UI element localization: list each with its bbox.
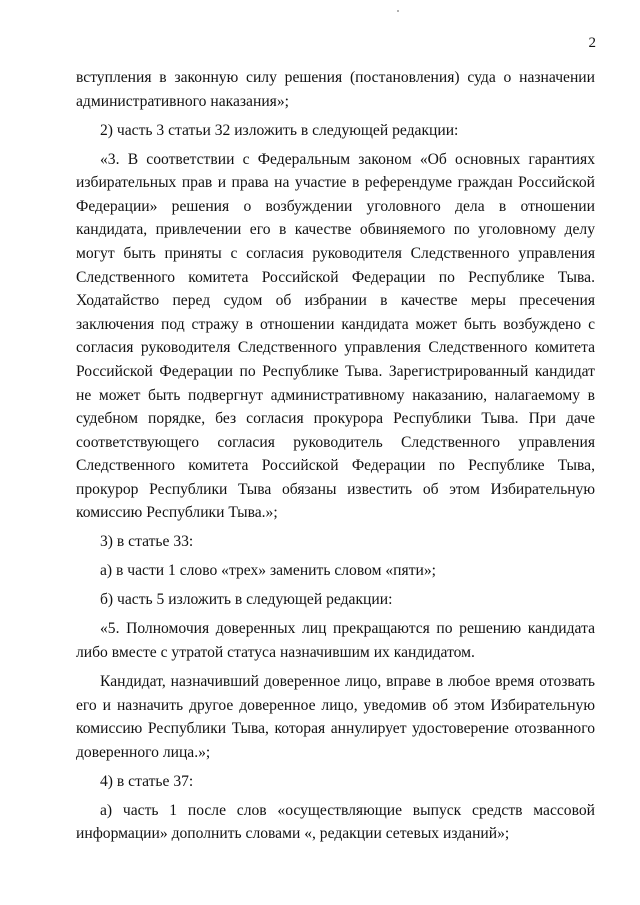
page-number: 2	[588, 35, 596, 51]
paragraph-item-3: 3) в статье 33:	[100, 533, 194, 551]
paragraph-item-2: 2) часть 3 статьи 32 изложить в следующей редакции:	[100, 121, 459, 139]
scan-artifact-dot	[397, 10, 399, 12]
paragraph-item-4: 4) в статье 37:	[100, 772, 194, 790]
paragraph-article-32-text: «3. В соответствии с Федеральным законом «Об основных гарантиях избирательных прав и права на участие в референдуме граждан Российской Федерации» решения о возбуждении уголовного дела в отношении кандидата, привлечении его в качестве обвиняемого по уголовному делу могут быть приняты с согласия руководителя Следственного управления Следственного комитета Российской Федерации по Республике Тыва. Ходатайство перед судом об избрании в качестве меры пресечения заключения под стражу в отношении кандидата может быть возбуждено с согласия руководителя Следственного управления Следственного комитета Российской Федерации по Республике Тыва. Зарегистрированный кандидат не может быть подвергнут административному наказанию, налагаемому в судебном порядке, без согласия прокурора Республики Тыва. При даче соответствующего согласия руководитель Следственного управления Следственного комитета Российской Федерации по Республике Тыва, прокурор Республики Тыва обязаны известить об этом Избирательную комиссию Республики Тыва.»;	[76, 150, 595, 522]
paragraph-item-3b: б) часть 5 изложить в следующей редакции:	[100, 591, 393, 609]
paragraph-article-33-part-5: «5. Полномочия доверенных лиц прекращаются по решению кандидата либо вместе с утратой статуса назначившим их кандидатом.	[76, 620, 595, 661]
paragraph-continuation: вступления в законную силу решения (постановления) суда о назначении административного наказания»;	[76, 69, 595, 110]
paragraph-item-4a: а) часть 1 после слов «осуществляющие выпуск средств массовой информации» дополнить словами «, редакции сетевых изданий»;	[76, 801, 595, 843]
paragraph-item-3a: а) в части 1 слово «трех» заменить словом «пяти»;	[100, 562, 436, 580]
paragraph-article-33-part-5-cont: Кандидат, назначивший доверенное лицо, вправе в любое время отозвать его и назначить другое доверенное лицо, уведомив об этом Избирательную комиссию Республики Тыва, которая аннулирует удостоверение отозванного доверенного лица.»;	[76, 672, 595, 761]
document-body	[76, 66, 595, 851]
